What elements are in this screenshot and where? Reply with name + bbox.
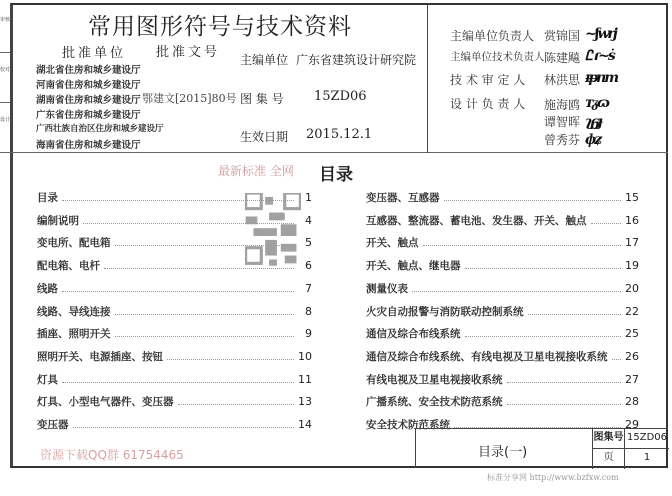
toc-entry[interactable] xyxy=(366,349,639,363)
leader-dots xyxy=(465,260,622,269)
leader-dots xyxy=(115,328,295,337)
atlas-label: 图集号 xyxy=(592,429,624,449)
person-name: 谭智晖 xyxy=(544,115,581,129)
leader-dots xyxy=(612,351,622,360)
leader-dots xyxy=(62,192,294,201)
signature-icon: ɸʑ xyxy=(585,132,601,148)
leader-dots xyxy=(115,306,295,315)
leader-dots xyxy=(507,374,622,383)
toc-entry-label: 变压器、互感器 xyxy=(366,192,440,204)
title-block xyxy=(415,428,668,468)
approval-doc: 鄂建文[2015]80号 xyxy=(142,92,237,105)
toc-entry[interactable] xyxy=(366,326,639,340)
toc-entry-page: 10 xyxy=(298,349,312,363)
toc-entry[interactable] xyxy=(37,235,312,249)
toc-entry[interactable] xyxy=(366,372,639,386)
toc-entry-page: 22 xyxy=(625,304,639,318)
leader-dots xyxy=(412,283,621,292)
role: 主编单位技术负责人 xyxy=(450,51,545,63)
toc-entry-label: 插座、照明开关 xyxy=(37,328,111,341)
toc-entry-label: 广播系统、安全技术防范系统 xyxy=(366,396,503,409)
approval-unit: 湖北省住房和城乡建设厅 xyxy=(36,65,141,76)
margin-strip xyxy=(0,3,10,153)
margin-label: 校对 xyxy=(0,53,10,103)
toc-entry[interactable] xyxy=(366,394,639,408)
leader-dots xyxy=(465,328,622,337)
person-name: 赏锦国 xyxy=(544,29,581,43)
toc-entry[interactable] xyxy=(37,349,312,363)
toc-entry-label: 互感器、整流器、蓄电池、发生器、开关、触点 xyxy=(366,214,587,227)
toc-entry-label: 编制说明 xyxy=(37,214,79,227)
toc-entry[interactable] xyxy=(37,394,312,408)
leader-dots xyxy=(104,260,294,269)
toc-entry-label: 灯具 xyxy=(37,373,58,386)
toc-entry[interactable] xyxy=(366,304,639,318)
person-name: 曾秀芬 xyxy=(544,133,581,147)
toc-entry-page: 5 xyxy=(305,236,312,250)
toc-entry-page: 29 xyxy=(625,418,639,431)
toc-entry-label: 测量仪表 xyxy=(366,282,408,295)
approval-unit: 广东省住房和城乡建设厅 xyxy=(36,110,141,121)
toc-title: 目录 xyxy=(319,165,353,185)
leader-dots xyxy=(62,374,294,383)
leader-dots xyxy=(423,237,622,246)
watermark-bottom: 资源下载QQ群 61754465 xyxy=(40,448,184,462)
toc-entry-label: 火灾自动报警与消防联动控制系统 xyxy=(366,305,524,318)
effective-date: 2015.12.1 xyxy=(306,127,373,142)
toc-entry-page: 25 xyxy=(625,327,639,341)
toc-entry-page: 28 xyxy=(625,395,639,409)
editor: 广东省建筑设计研究院 xyxy=(296,53,417,67)
title-block-atlas-no: 15ZD06 xyxy=(624,429,669,449)
leader-dots xyxy=(591,215,622,224)
leader-dots xyxy=(73,419,295,428)
approval-unit-label: 批准单位 xyxy=(62,46,127,61)
toc-entry-page: 27 xyxy=(625,372,639,386)
leader-dots xyxy=(115,237,295,246)
leader-dots xyxy=(167,351,294,360)
toc-entry-page: 26 xyxy=(625,349,639,363)
document-title: 常用图形符号与技术资料 xyxy=(88,14,352,40)
toc-entry-page: 8 xyxy=(305,304,312,318)
toc-entry-page: 9 xyxy=(305,327,312,341)
atlas-no-label: 图 集 号 xyxy=(240,92,284,106)
toc-entry[interactable] xyxy=(37,213,312,227)
toc-entry-page: 13 xyxy=(298,395,312,409)
leader-dots xyxy=(507,396,622,405)
toc-entry-page: 6 xyxy=(305,259,312,273)
person-name: 陈建飚 xyxy=(544,51,581,65)
toc-entry-label: 照明开关、电源插座、按钮 xyxy=(37,350,163,363)
toc-entry[interactable] xyxy=(37,326,312,340)
toc-entry[interactable] xyxy=(37,258,312,272)
role: 技 术 审 定 人 xyxy=(450,73,526,87)
toc-entry-page: 16 xyxy=(625,213,639,227)
leader-dots xyxy=(444,192,622,201)
editor-label: 主编单位 xyxy=(240,53,289,67)
leader-dots xyxy=(178,396,295,405)
toc-entry-label: 安全技术防范系统 xyxy=(366,419,450,431)
signature-icon: Ꮭ ɾ~ṡ xyxy=(585,48,614,64)
toc-entry[interactable] xyxy=(366,213,639,227)
signature-icon: ᵻᵽnm xyxy=(585,70,618,86)
toc-entry-page: 1 xyxy=(305,191,312,204)
page-label: 页 xyxy=(592,449,624,469)
toc-entry-page: 15 xyxy=(625,191,639,204)
header-vertical-divider xyxy=(427,3,428,153)
toc-entry[interactable] xyxy=(37,281,312,295)
toc-entry[interactable] xyxy=(366,258,639,272)
toc-entry[interactable] xyxy=(366,190,639,204)
header-divider xyxy=(10,152,668,153)
toc-entry[interactable] xyxy=(366,281,639,295)
margin-label: 设计 xyxy=(0,103,10,153)
toc-entry[interactable] xyxy=(37,372,312,386)
signature-icon: ʅᵷɟ xyxy=(585,114,601,130)
footer-watermark: 标准分享网 http://www.bzfxw.com xyxy=(487,473,619,482)
toc-entry-label: 目录 xyxy=(37,192,58,204)
atlas-no: 15ZD06 xyxy=(314,89,367,104)
sheet-title: 目录(一) xyxy=(478,445,528,460)
approval-doc-label: 批准文号 xyxy=(156,45,221,60)
toc-entry[interactable] xyxy=(366,235,639,249)
toc-entry-label: 有线电视及卫星电视接收系统 xyxy=(366,373,503,386)
leader-dots xyxy=(62,283,294,292)
toc-entry-label: 通信及综合布线系统、有线电视及卫星电视接收系统 xyxy=(366,350,608,363)
toc-entry-page: 4 xyxy=(305,213,312,227)
effective-label: 生效日期 xyxy=(240,130,289,144)
margin-label: 审核 xyxy=(0,3,10,53)
toc-entry-label: 变电所、配电箱 xyxy=(37,237,111,250)
toc-entry-label: 变压器 xyxy=(37,419,69,431)
signature-icon: ᴛᵹɷ xyxy=(585,95,609,111)
person-name: 施海鸥 xyxy=(544,98,581,112)
signature-icon: ~ʃwrj xyxy=(585,26,616,42)
toc-entry-label: 线路、导线连接 xyxy=(37,305,111,318)
approval-unit: 河南省住房和城乡建设厅 xyxy=(36,80,141,91)
toc-entry-label: 线路 xyxy=(37,282,58,295)
toc-entry-page: 11 xyxy=(298,372,312,386)
toc-entry-page: 20 xyxy=(625,281,639,295)
toc-entry-label: 开关、触点 xyxy=(366,237,419,250)
toc-entry[interactable] xyxy=(37,304,312,318)
toc-entry-label: 配电箱、电杆 xyxy=(37,260,100,273)
leader-dots xyxy=(83,215,294,224)
toc-entry[interactable] xyxy=(37,190,312,204)
toc-entry-page: 19 xyxy=(625,259,639,273)
approval-unit: 广西壮族自治区住房和城乡建设厅 xyxy=(36,124,164,134)
person-name: 林洪思 xyxy=(544,73,581,87)
toc-entry-page: 7 xyxy=(305,281,312,295)
leader-dots xyxy=(528,306,622,315)
role: 主编单位负责人 xyxy=(450,29,535,43)
approval-unit: 湖南省住房和城乡建设厅 xyxy=(36,95,141,106)
watermark-top: 最新标准 全网 xyxy=(218,164,294,178)
toc-entry-page: 17 xyxy=(625,236,639,250)
page-number: 1 xyxy=(624,449,669,469)
toc-entry-label: 通信及综合布线系统 xyxy=(366,328,461,341)
toc-entry-page: 14 xyxy=(298,418,312,431)
toc-entry[interactable] xyxy=(37,417,312,431)
toc-entry-label: 灯具、小型电气器件、变压器 xyxy=(37,396,174,409)
leader-dots xyxy=(454,419,621,428)
approval-unit: 海南省住房和城乡建设厅 xyxy=(36,140,141,151)
toc-entry-label: 开关、触点、继电器 xyxy=(366,260,461,273)
role: 设 计 负 责 人 xyxy=(450,97,526,111)
